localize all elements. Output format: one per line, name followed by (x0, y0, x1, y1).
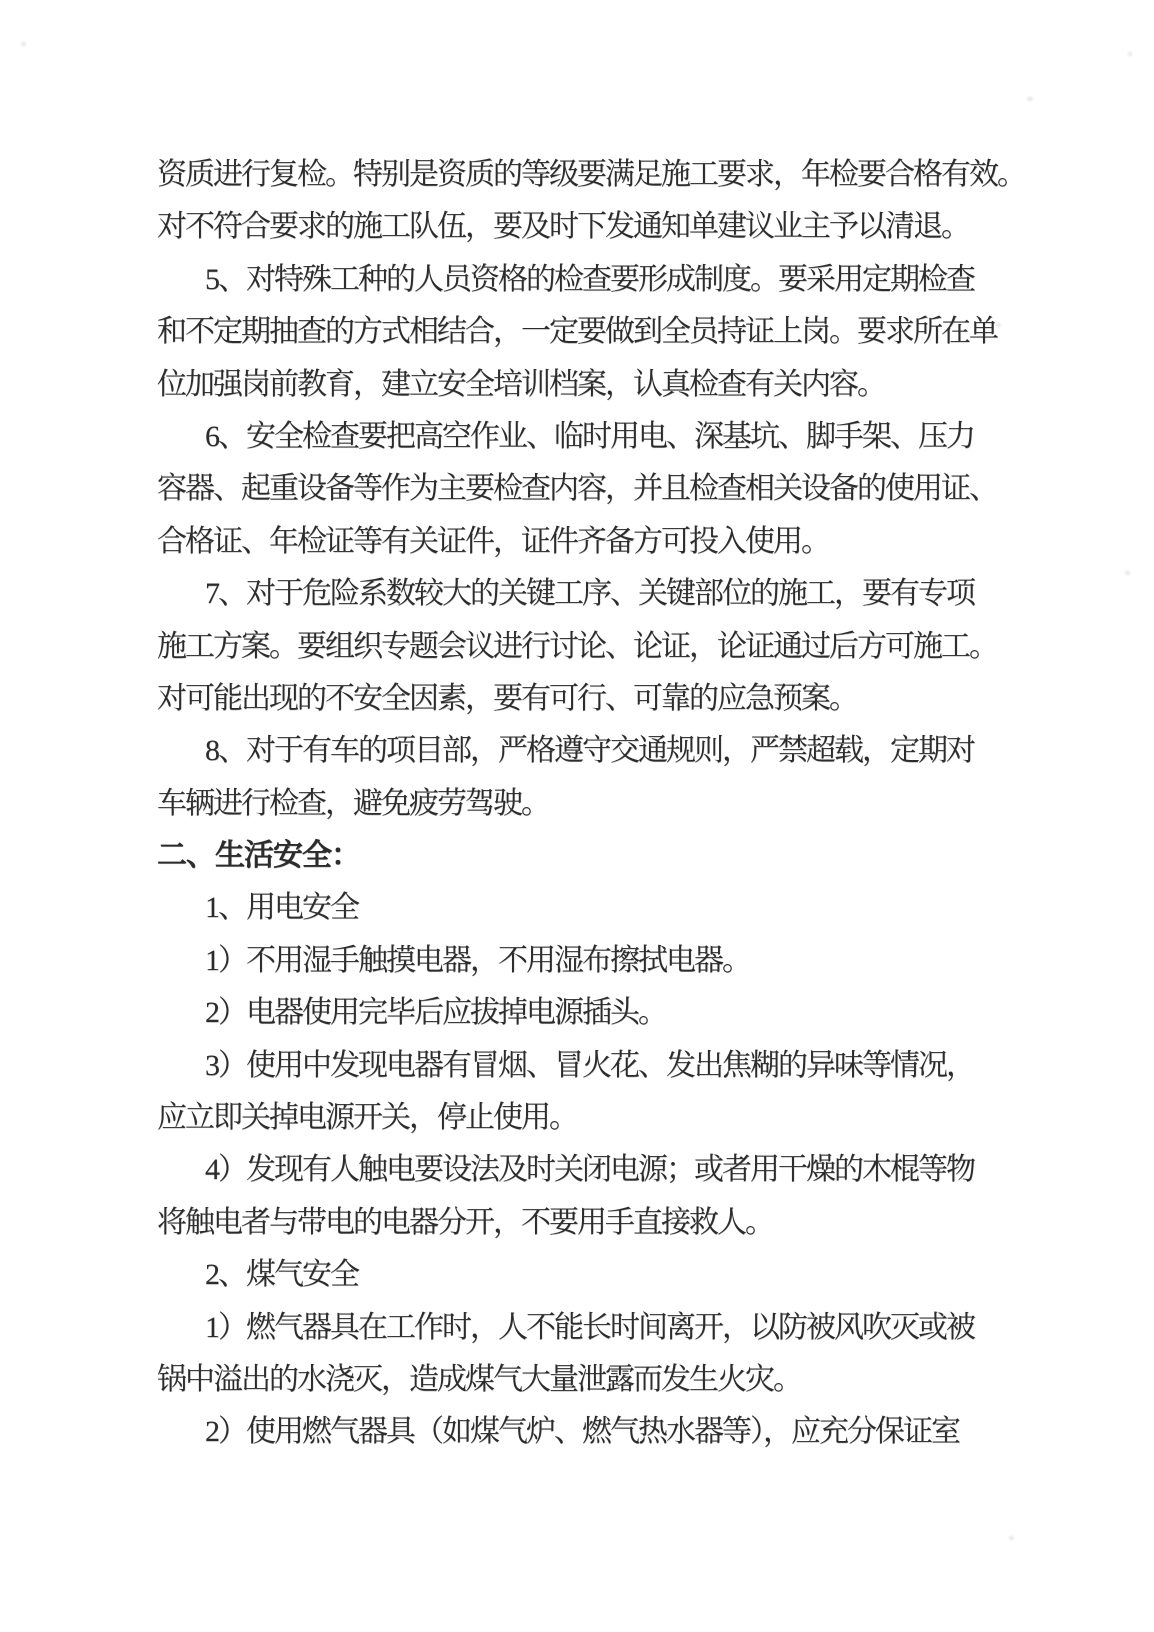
text-line: 1）燃气器具在工作时，人不能长时间离开，以防被风吹灭或被 (205, 1310, 974, 1344)
text-line: 车辆进行检查，避免疲劳驾驶。 (157, 786, 549, 820)
text-line: 合格证、年检证等有关证件，证件齐备方可投入使用。 (157, 524, 829, 558)
text-line: 容器、起重设备等作为主要检查内容，并且检查相关设备的使用证、 (157, 472, 997, 506)
section-heading: 二、生活安全： (157, 839, 360, 873)
text-line: 2）电器使用完毕后应拔掉电源插头。 (205, 996, 666, 1030)
text-line: 3）使用中发现电器有冒烟、冒火花、发出焦糊的异味等情况， (205, 1048, 974, 1082)
text-line: 2、煤气安全 (205, 1258, 358, 1292)
text-line: 4）发现有人触电要设法及时关闭电源；或者用干燥的木棍等物 (205, 1153, 974, 1187)
text-line: 8、对于有车的项目部，严格遵守交通规则，严禁超载，定期对 (205, 734, 974, 768)
text-line: 6、安全检查要把高空作业、临时用电、深基坑、脚手架、压力 (205, 419, 974, 453)
text-line: 对可能出现的不安全因素，要有可行、可靠的应急预案。 (157, 681, 857, 715)
text-line: 锅中溢出的水浇灭，造成煤气大量泄露而发生火灾。 (157, 1362, 801, 1396)
scan-speck (21, 42, 26, 46)
text-line: 7、对于危险系数较大的关键工序、关键部位的施工，要有专项 (205, 577, 974, 611)
text-line: 位加强岗前教育，建立安全培训档案，认真检查有关内容。 (157, 367, 885, 401)
scan-speck (1125, 571, 1130, 575)
scan-speck (1009, 1536, 1014, 1540)
text-line: 应立即关掉电源开关，停止使用。 (157, 1101, 577, 1135)
text-line: 2）使用燃气器具（如煤气炉、燃气热水器等），应充分保证室 (205, 1415, 959, 1449)
text-line: 1）不用湿手触摸电器，不用湿布擦拭电器。 (205, 943, 750, 977)
text-line: 对不符合要求的施工队伍，要及时下发通知单建议业主予以清退。 (157, 210, 969, 244)
scan-speck (1027, 97, 1033, 101)
document-text (157, 149, 1025, 1459)
scan-speck (1128, 52, 1132, 56)
text-line: 5、对特殊工种的人员资格的检查要形成制度。要采用定期检查 (205, 262, 974, 296)
text-line: 1、用电安全 (205, 891, 358, 925)
text-line: 资质进行复检。特别是资质的等级要满足施工要求，年检要合格有效。 (157, 158, 1025, 191)
text-line: 将触电者与带电的电器分开，不要用手直接救人。 (157, 1205, 773, 1239)
text-line: 施工方案。要组织专题会议进行讨论、论证，论证通过后方可施工。 (157, 629, 997, 663)
text-line: 和不定期抽查的方式相结合，一定要做到全员持证上岗。要求所在单 (157, 315, 997, 349)
